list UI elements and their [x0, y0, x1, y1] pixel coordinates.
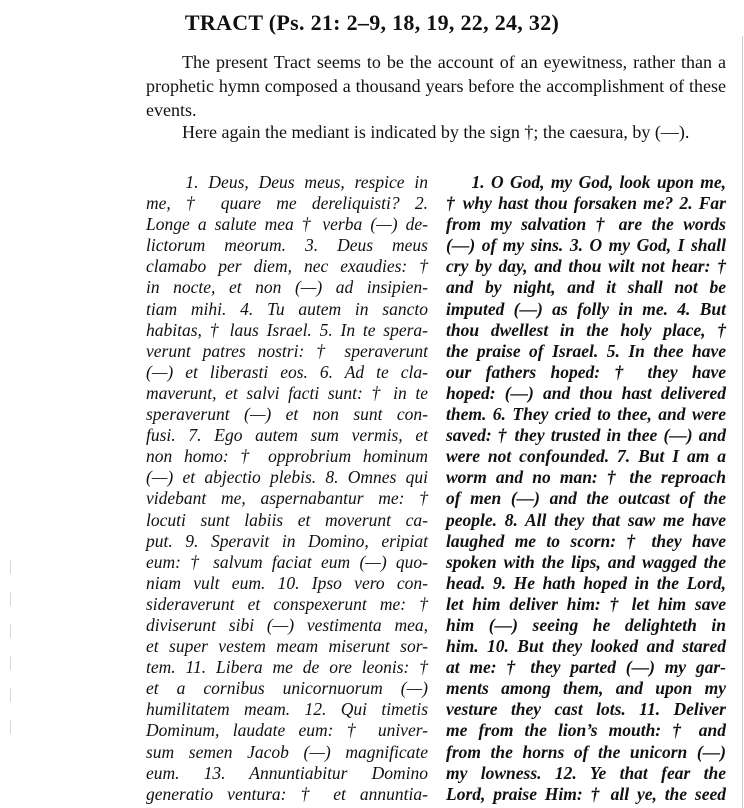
- latin-line: put. 9. Speravit in Domino, eripiat: [146, 530, 428, 551]
- latin-line: eum: † salvum faciat eum (—) quo-: [146, 551, 428, 572]
- latin-line: videbant me, aspernabantur me: †: [146, 488, 428, 509]
- latin-line: niam vult eum. 10. Ipso vero con-: [146, 572, 428, 593]
- english-line: † why hast thou forsaken me? 2. Far: [446, 193, 726, 214]
- english-line: ments among them, and upon my: [446, 678, 726, 699]
- english-line: from the horns of the unicorn (—): [446, 741, 726, 762]
- english-line: them. 6. They cried to thee, and were: [446, 404, 726, 425]
- english-line: and by night, and it shall not be: [446, 277, 726, 298]
- latin-line: speraverunt (—) et non sunt con-: [146, 404, 428, 425]
- english-line: me from the lion’s mouth: † and: [446, 720, 726, 741]
- latin-line: maverunt, et salvi facti sunt: † in te: [146, 382, 428, 403]
- english-line: vesture they cast lots. 11. Deliver: [446, 699, 726, 720]
- english-line: of men (—) and the outcast of the: [446, 488, 726, 509]
- latin-line: lictorum meorum. 3. Deus meus: [146, 235, 428, 256]
- latin-line: et a cornibus unicornuorum (—): [146, 678, 428, 699]
- latin-line: me, † quare me dereliquisti? 2.: [146, 193, 428, 214]
- english-line: my lowness. 12. Ye that fear the: [446, 762, 726, 783]
- english-line: the praise of Israel. 5. In thee have: [446, 340, 726, 361]
- latin-line: in nocte, et non (—) ad insipien-: [146, 277, 428, 298]
- english-line: him. 10. But they looked and stared: [446, 636, 726, 657]
- intro-text: The present Tract seems to be the account of an eyewitness, rather than a prophetic hymn composed a thousand years before the accomplishment of these events.: [146, 52, 726, 120]
- intro-text: Here again the mediant is indicated by the sign †; the caesura, by (—).: [182, 122, 690, 142]
- english-line: imputed (—) as folly in me. 4. But: [446, 298, 726, 319]
- binding-marks: [10, 560, 12, 760]
- english-line: from my salvation † are the words: [446, 214, 726, 235]
- english-line: Lord, praise Him: † all ye, the seed: [446, 783, 726, 804]
- english-line: our fathers hoped: † they have: [446, 361, 726, 382]
- latin-line: generatio ventura: † et annuntia-: [146, 783, 428, 804]
- page-title: TRACT (Ps. 21: 2–9, 18, 19, 22, 24, 32): [184, 10, 560, 35]
- latin-line: 1. Deus, Deus meus, respice in: [146, 172, 428, 192]
- latin-line: humilitatem meam. 12. Qui timetis: [146, 699, 428, 720]
- page-edge-rule: [742, 36, 743, 808]
- latin-line: Dominum, laudate eum: † univer-: [146, 720, 428, 741]
- english-line: 1. O God, my God, look upon me,: [446, 172, 726, 192]
- english-line: head. 9. He hath hoped in the Lord,: [446, 572, 726, 593]
- english-line: saved: † they trusted in thee (—) and: [446, 425, 726, 446]
- latin-line: Longe a salute mea † verba (—) de-: [146, 214, 428, 235]
- english-line: worm and no man: † the reproach: [446, 467, 726, 488]
- latin-column: [146, 172, 428, 805]
- english-line: spoken with the lips, and wagged the: [446, 551, 726, 572]
- english-line: people. 8. All they that saw me have: [446, 509, 726, 530]
- latin-line: (—) et liberasti eos. 6. Ad te cla-: [146, 361, 428, 382]
- english-line: cry by day, and thou wilt not hear: †: [446, 256, 726, 277]
- intro-paragraph-1: [146, 50, 726, 122]
- english-line: him (—) seeing he delighteth in: [446, 614, 726, 635]
- latin-line: et super vestem meam miserunt sor-: [146, 636, 428, 657]
- english-line: thou dwellest in the holy place, †: [446, 319, 726, 340]
- latin-line: diviserunt sibi (—) vestimenta mea,: [146, 614, 428, 635]
- latin-line: sideraverunt et conspexerunt me: †: [146, 593, 428, 614]
- english-column: [446, 172, 726, 805]
- latin-line: verunt patres nostri: † speraverunt: [146, 340, 428, 361]
- latin-line: locuti sunt labiis et moverunt ca-: [146, 509, 428, 530]
- english-line: at me: † they parted (—) my gar-: [446, 657, 726, 678]
- english-line: let him deliver him: † let him save: [446, 593, 726, 614]
- latin-line: (—) et abjectio plebis. 8. Omnes qui: [146, 467, 428, 488]
- latin-line: fusi. 7. Ego autem sum vermis, et: [146, 425, 428, 446]
- english-line: (—) of my sins. 3. O my God, I shall: [446, 235, 726, 256]
- latin-line: tem. 11. Libera me de ore leonis: †: [146, 657, 428, 678]
- latin-line: tiam mihi. 4. Tu autem in sancto: [146, 298, 428, 319]
- latin-line: sum semen Jacob (—) magnificate: [146, 741, 428, 762]
- latin-line: clamabo per diem, nec exaudies: †: [146, 256, 428, 277]
- latin-line: non homo: † opprobrium hominum: [146, 446, 428, 467]
- latin-line: habitas, † laus Israel. 5. In te spera-: [146, 319, 428, 340]
- intro-paragraph-2: [146, 120, 726, 144]
- english-line: laughed me to scorn: † they have: [446, 530, 726, 551]
- english-line: hoped: (—) and thou hast delivered: [446, 382, 726, 403]
- english-line: were not confounded. 7. But I am a: [446, 446, 726, 467]
- latin-line: eum. 13. Annuntiabitur Domino: [146, 762, 428, 783]
